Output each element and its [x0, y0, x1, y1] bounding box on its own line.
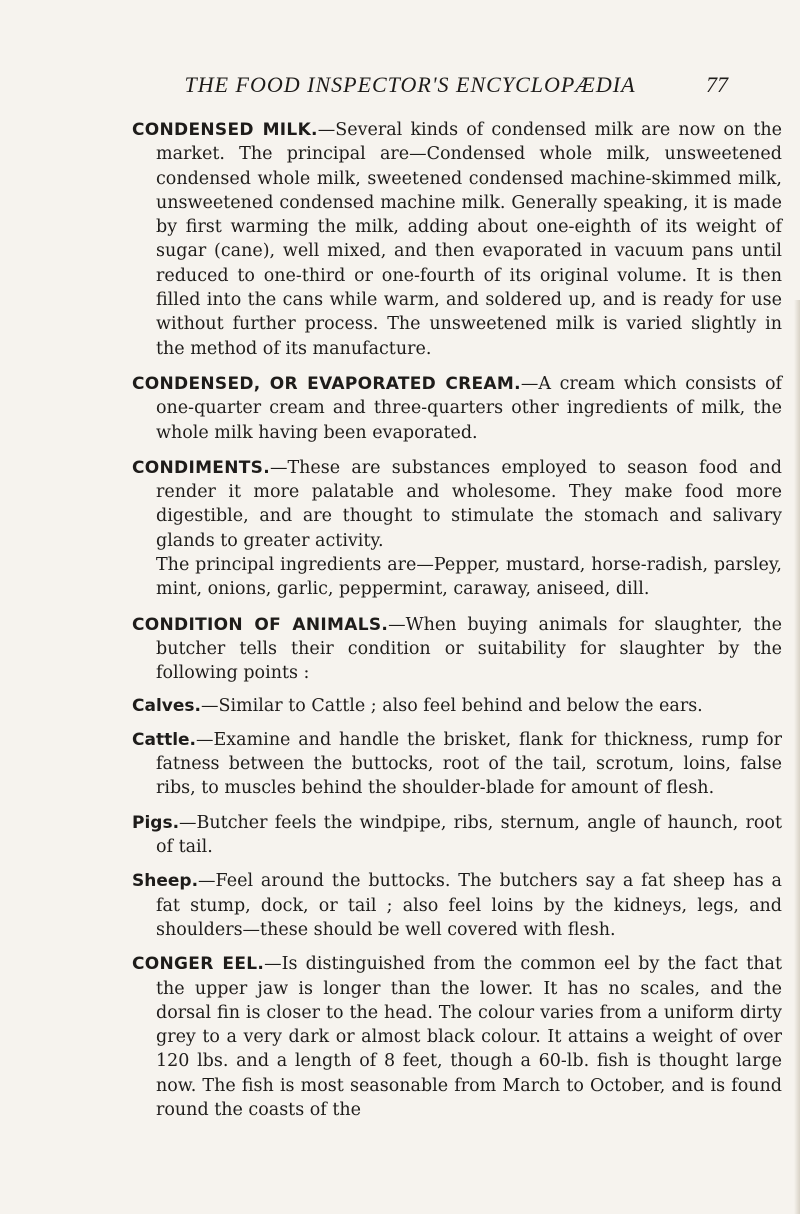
subentry-sheep: [132, 869, 782, 942]
entry-text: —When buying animals for slaughter, the butcher tells their condition or suitability for slaughter by the following points :: [156, 614, 782, 684]
subentry-calves: [132, 694, 782, 718]
subentry-text: —Butcher feels the windpipe, ribs, sternum, angle of haunch, root of tail.: [156, 812, 782, 858]
headword: CONGER EEL.: [132, 954, 265, 975]
headword: CONDIMENTS.: [132, 457, 270, 478]
page-edge-shadow: [794, 300, 800, 1214]
entry-conger-eel: [132, 952, 782, 1122]
headword: CONDITION OF ANIMALS.: [132, 614, 389, 635]
subhead: Sheep.: [132, 871, 199, 892]
entry-text: —Is distinguished from the common eel by the fact that the upper jaw is longer than the lower. It has no scales, and the dorsal fin is closer to the head. The colour varies from a uniform dirty grey to a very dark or almost black colour. It attains a weight of over 120 lbs. and a length of 8 feet, though a 60-lb. fish is thought large now. The fish is most seasonable from March to October, and is found round the coasts of the: [156, 954, 782, 1120]
entry-condensed-cream: [132, 372, 782, 445]
entry-text: —A cream which consists of one-quarter cream and three-quarters other ingredients of milk, the whole milk having been evaporated.: [156, 373, 782, 443]
page-body: [132, 118, 782, 1133]
subhead: Pigs.: [132, 812, 180, 833]
subhead: Calves.: [132, 695, 201, 716]
subhead: Cattle.: [132, 729, 197, 750]
entry-condition-of-animals: [132, 613, 782, 686]
entry-condiments: [132, 456, 782, 602]
headword: CONDENSED MILK.: [132, 120, 318, 140]
subentry-pigs: [132, 811, 782, 860]
subentry-text: —Similar to Cattle ; also feel behind and below the ears.: [200, 695, 703, 716]
subentry-text: —Feel around the buttocks. The butchers say a fat sheep has a fat stump, dock, or tail ; also feel loins by the kidneys, legs, and shoulders—these should be well covered with flesh.: [156, 871, 782, 940]
page-number: 77: [706, 72, 728, 97]
headword: CONDENSED, OR EVAPORATED CREAM.: [132, 373, 521, 394]
subentry-text: —Examine and handle the brisket, flank for thickness, rump for fatness between the buttocks, root of the tail, scrotum, loins, false ribs, to muscles behind the shoulder-blade for amount of flesh.: [156, 729, 782, 799]
entry-paragraph: The principal ingredients are—Pepper, mustard, horse-radish, parsley, mint, onions, garlic, peppermint, caraway, aniseed, dill.: [156, 555, 782, 600]
subentry-cattle: [132, 728, 782, 801]
entry-text: —Several kinds of condensed milk are now on the market. The principal are—Condensed whole milk, unsweetened condensed whole milk, sweetened condensed machine-skimmed milk, unsweetened condensed machine milk. Generally speaking, it is made by first warming the milk, adding about one-eighth of its weight of sugar (cane), well mixed, and then evaporated in vacuum pans until reduced to one-third or one-fourth of its original volume. It is then filled into the cans while warm, and soldered up, and is ready for use without further process. The unsweetened milk is varied slightly in the method of its manufacture.: [156, 120, 782, 359]
entry-text: —These are substances employed to season food and render it more palatable and wholesome. They make food more digestible, and are thought to stimulate the stomach and salivary glands to greater activity.: [156, 457, 782, 551]
running-title: THE FOOD INSPECTOR'S ENCYCLOPÆDIA: [184, 72, 636, 97]
entry-condensed-milk: [132, 118, 782, 361]
